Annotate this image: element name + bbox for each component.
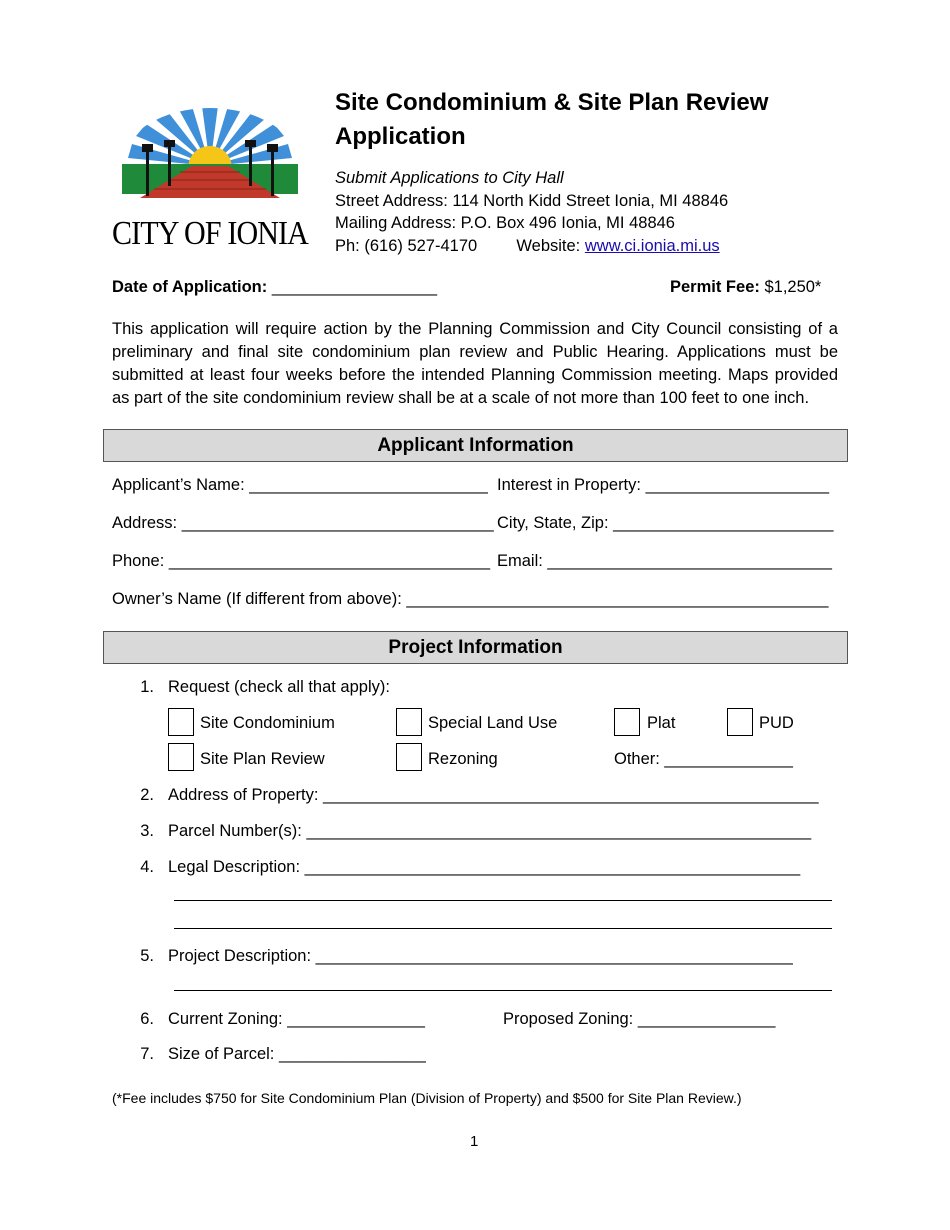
pud-label: PUD [759, 714, 794, 732]
pud-checkbox[interactable] [727, 708, 753, 736]
parcel-number-field[interactable]: Parcel Number(s): _______________________________________________________ [168, 822, 812, 840]
item-number: 7. [140, 1045, 154, 1063]
item-number: 6. [140, 1010, 154, 1028]
applicant-section-header: Applicant Information [103, 429, 848, 462]
city-state-zip-field[interactable]: City, State, Zip: ________________________ [497, 514, 834, 532]
current-zoning-field[interactable]: Current Zoning: _______________ [168, 1010, 425, 1028]
site-condominium-checkbox[interactable] [168, 708, 194, 736]
site-condominium-label: Site Condominium [200, 714, 335, 732]
other-field[interactable]: Other: ______________ [614, 750, 793, 768]
city-logo [110, 106, 310, 250]
applicant-name-field[interactable]: Applicant’s Name: __________________________ [112, 476, 488, 494]
plat-checkbox[interactable] [614, 708, 640, 736]
parcel-size-field[interactable]: Size of Parcel: ________________ [168, 1045, 426, 1063]
item-number: 1. [140, 678, 154, 696]
website-label: Website: [516, 236, 581, 255]
item-number: 5. [140, 947, 154, 965]
plat-label: Plat [647, 714, 676, 732]
item-number: 2. [140, 786, 154, 804]
email-field[interactable]: Email: _______________________________ [497, 552, 832, 570]
street-address: Street Address: 114 North Kidd Street Ionia, MI 48846 [335, 191, 729, 210]
website-link[interactable]: www.ci.ionia.mi.us [584, 236, 720, 255]
special-land-use-checkbox[interactable] [396, 708, 422, 736]
legal-description-line[interactable] [174, 928, 832, 929]
address-field[interactable]: Address: __________________________________ [112, 514, 494, 532]
phone: Ph: (616) 527-4170 [335, 236, 478, 255]
page-title: Site Condominium & Site Plan Review Application [335, 89, 769, 150]
permit-fee [670, 278, 821, 297]
fee-footnote: (*Fee includes $750 for Site Condominium Plan (Division of Property) and $500 for Site Plan Review.) [112, 1090, 742, 1106]
rezoning-checkbox[interactable] [396, 743, 422, 771]
rezoning-label: Rezoning [428, 750, 498, 768]
fee-value: $1,250* [764, 278, 822, 296]
submit-note: Submit Applications to City Hall [335, 169, 564, 187]
project-description-line[interactable] [174, 990, 832, 991]
date-blank: __________________ [271, 278, 438, 296]
contact-block [335, 167, 728, 257]
item-number: 3. [140, 822, 154, 840]
proposed-zoning-field[interactable]: Proposed Zoning: _______________ [503, 1010, 776, 1028]
date-of-application[interactable] [112, 278, 437, 297]
phone-field[interactable]: Phone: ___________________________________ [112, 552, 491, 570]
date-label: Date of Application: [112, 278, 268, 296]
legal-description-field[interactable]: Legal Description: ______________________________________________________ [168, 858, 801, 876]
page-number: 1 [470, 1133, 479, 1150]
intro-paragraph: This application will require action by the Planning Commission and City Council consisting of a preliminary and final site condominium plan review and Public Hearing. Applications must be submitted at least four weeks before the intended Planning Commission meeting. Maps provided as part of the site condominium review shall be at a scale of not more than 100 feet to one inch. [112, 320, 838, 407]
phone-website-line [335, 235, 728, 258]
project-description-field[interactable]: Project Description: ____________________________________________________ [168, 947, 793, 965]
site-plan-review-checkbox[interactable] [168, 743, 194, 771]
owner-name-field[interactable]: Owner’s Name (If different from above): ______________________________________________ [112, 590, 829, 608]
mailing-address: Mailing Address: P.O. Box 496 Ionia, MI 48846 [335, 214, 675, 233]
project-section-header: Project Information [103, 631, 848, 664]
special-land-use-label: Special Land Use [428, 714, 558, 732]
property-address-field[interactable]: Address of Property: ______________________________________________________ [168, 786, 819, 804]
request-label: Request (check all that apply): [168, 678, 390, 696]
interest-field[interactable]: Interest in Property: ____________________ [497, 476, 830, 494]
site-plan-review-label: Site Plan Review [200, 750, 325, 768]
legal-description-line[interactable] [174, 900, 832, 901]
item-number: 4. [140, 858, 154, 876]
logo-text: CITY OF IONIA [112, 215, 310, 252]
fee-label: Permit Fee: [670, 278, 760, 296]
